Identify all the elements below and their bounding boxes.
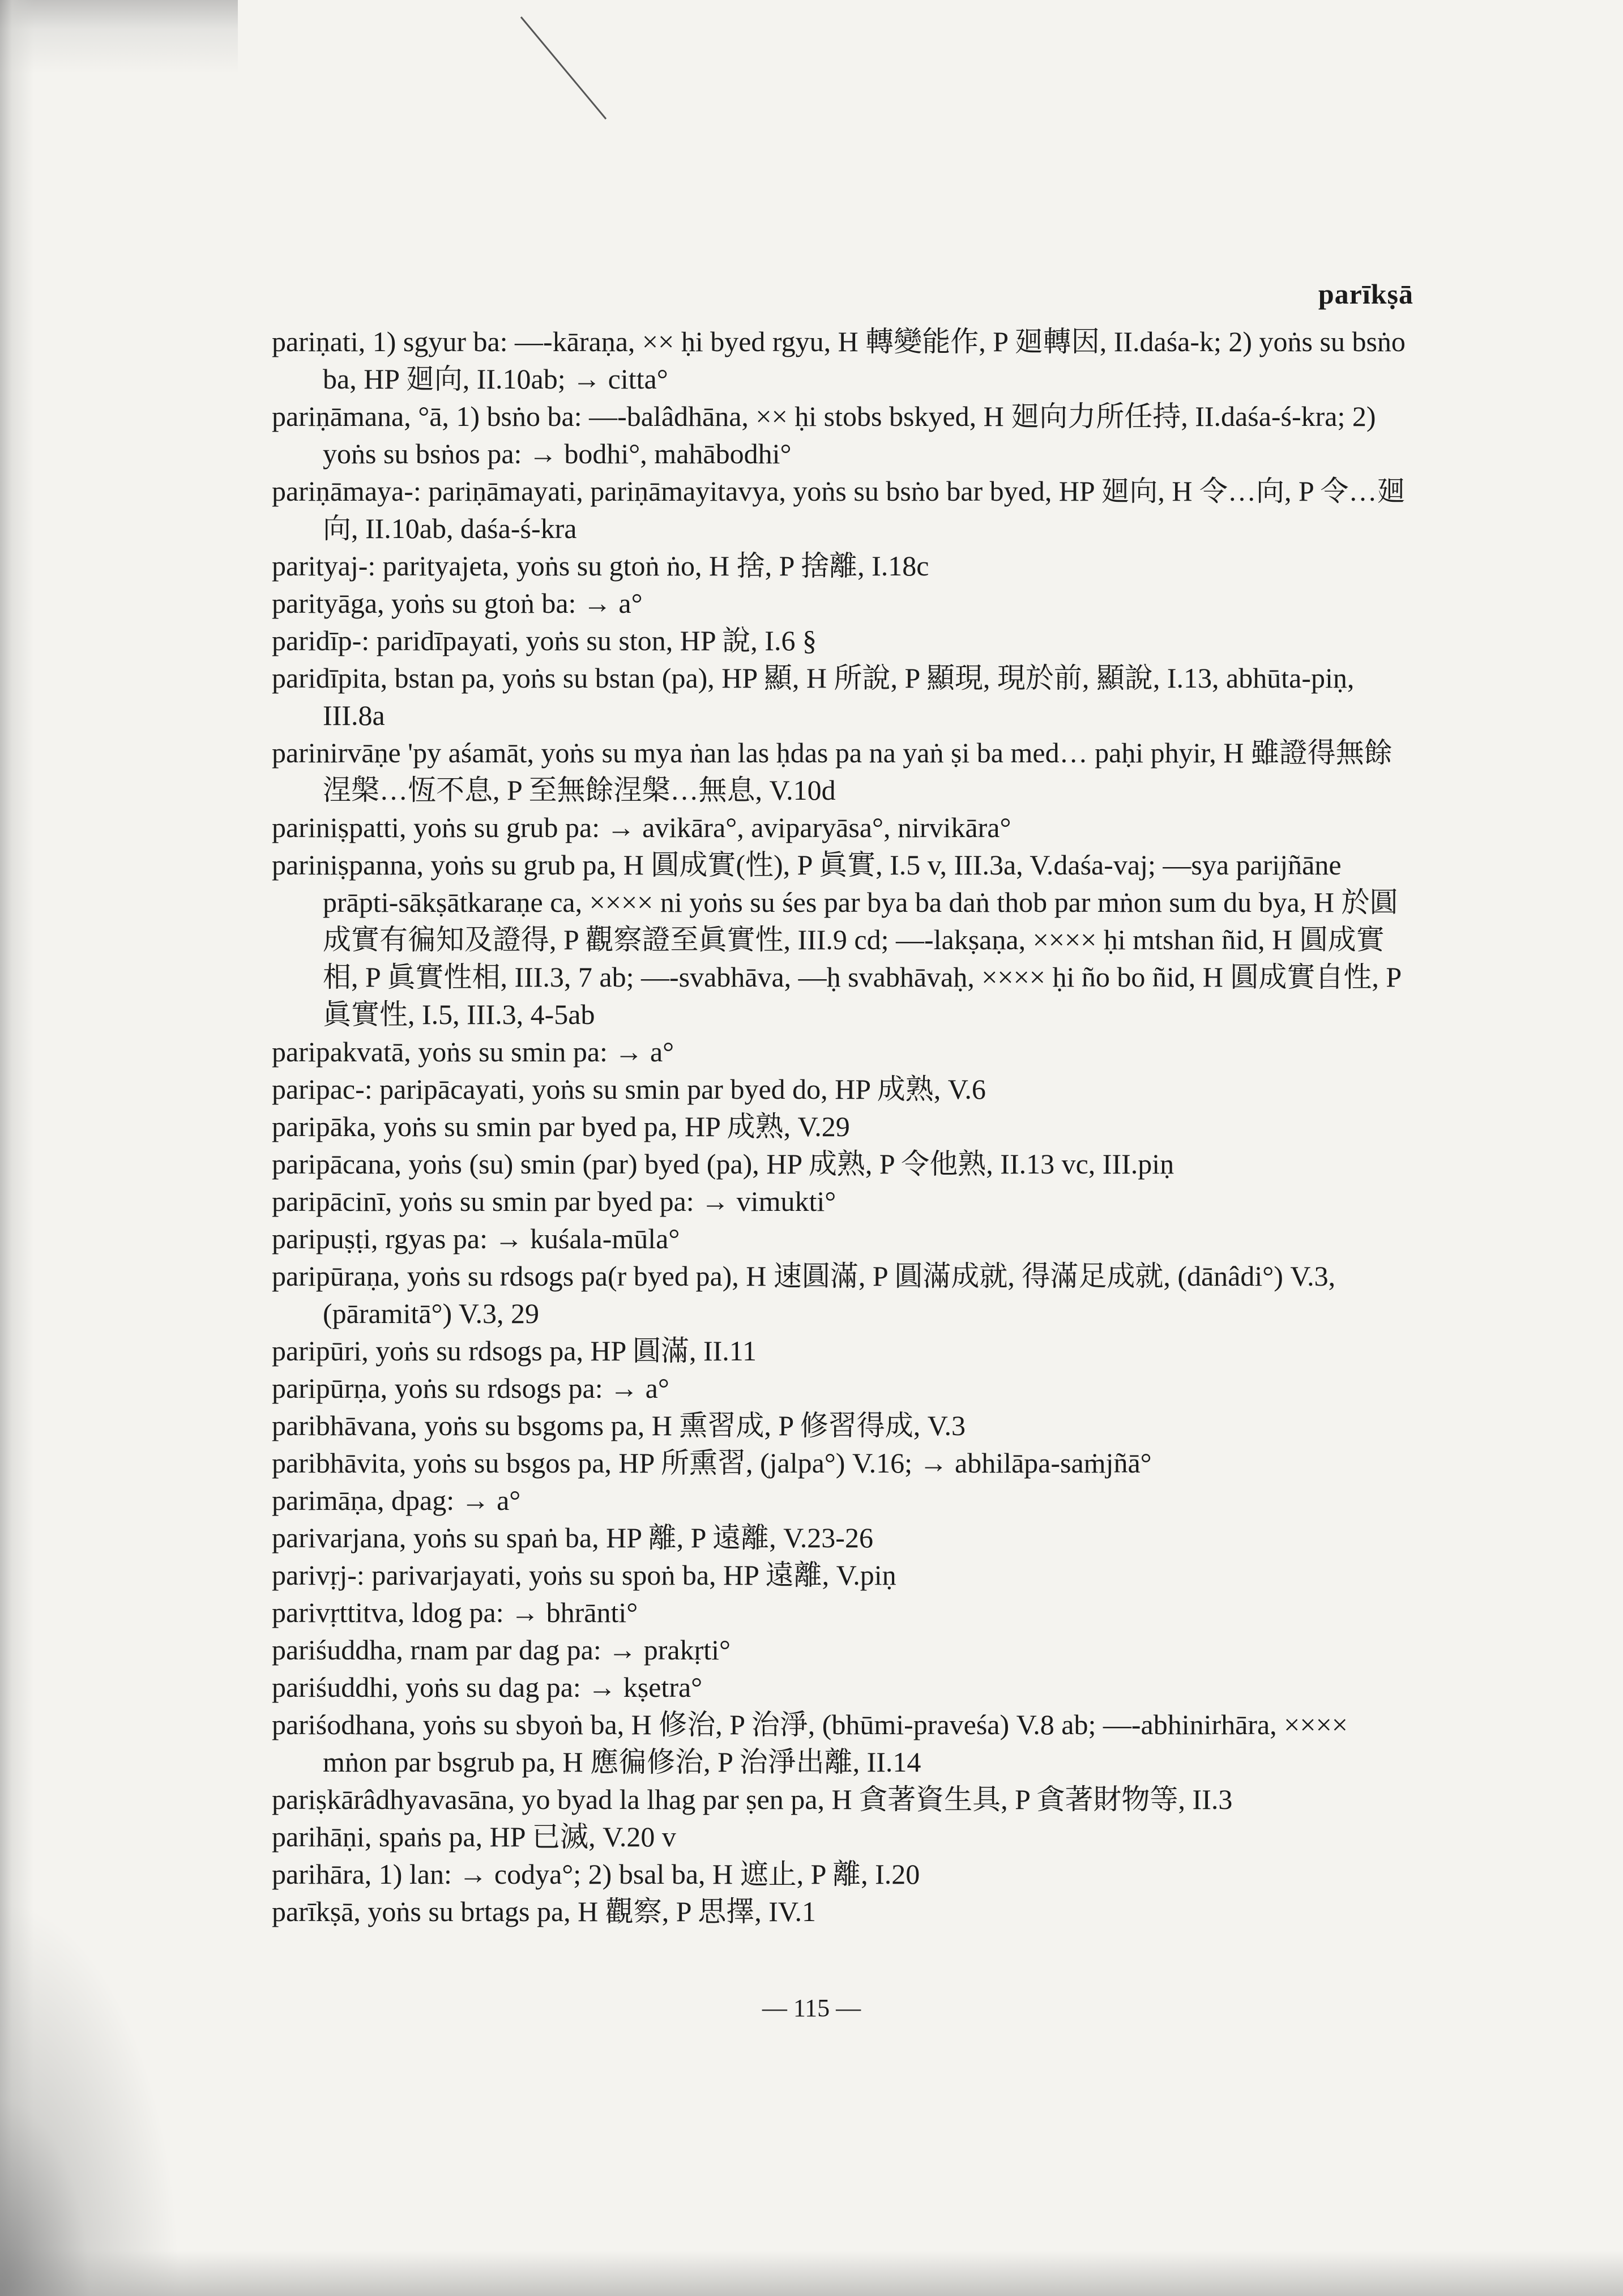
entry-paripurna: paripūrṇa, yoṅs su rdsogs pa: → a° — [272, 1372, 669, 1404]
entry-pariskaradhyavasana: pariṣkārâdhyavasāna, yo byad la lhag par ṣen pa, H 貪著資生具, P 貪著財物等, II.3 — [272, 1783, 1233, 1815]
entry-parinamaya: pariṇāmaya-: pariṇāmayati, pariṇāmayitavya, yoṅs su bsṅo bar byed, HP 廻向, H 令…向, P 令…廻向, II.10ab, daśa-ś-kra — [272, 475, 1406, 544]
entry-parisodhana: pariśodhana, yoṅs su sbyoṅ ba, H 修治, P 治淨, (bhūmi-praveśa) V.8 ab; —-abhinirhāra, ×××× mṅon par bsgrub pa, H 應徧修治, P 治淨出離, II.14 — [272, 1709, 1348, 1778]
entry-parinati: pariṇati, 1) sgyur ba: —-kāraṇa, ×× ḥi byed rgyu, H 轉變能作, P 廻轉因, II.daśa-k; 2) yoṅs su bsṅo ba, HP 廻向, II.10ab; → citta° — [272, 326, 1406, 395]
entry-paribhavita: paribhāvita, yoṅs su bsgos pa, HP 所熏習, (jalpa°) V.16; → abhilāpa-saṁjñā° — [272, 1447, 1152, 1479]
entry-parinispanna: pariniṣpanna, yoṅs su grub pa, H 圓成實(性), P 眞實, I.5 v, III.3a, V.daśa-vaj; —sya parijñāne prāpti-sākṣātkaraṇe ca, ×××× ni yoṅs su śes par bya ba daṅ thob par mṅon sum du bya, H 於圓成實有徧知及證得, P 觀察證至眞實性, III.9 cd; —-lakṣaṇa, ×××× ḥi mtshan ñid, H 圓成實相, P 眞實性相, III.3, 7 ab; —-svabhāva, —ḥ svabhāvaḥ, ×××× ḥi ño bo ñid, H 圓成實自性, P 眞實性, I.5, III.3, 4-5ab — [272, 849, 1401, 1030]
glossary-entries — [272, 323, 1416, 1930]
entry-parivarjana: parivarjana, yoṅs su spaṅ ba, HP 離, P 遠離, V.23-26 — [272, 1522, 873, 1554]
entry-paripaka: paripāka, yoṅs su smin par byed pa, HP 成熟, V.29 — [272, 1111, 850, 1142]
entry-parivrttitva: parivṛttitva, ldog pa: → bhrānti° — [272, 1597, 638, 1628]
entry-paripakvata: paripakvatā, yoṅs su smin pa: → a° — [272, 1036, 674, 1068]
entry-parityaj: parityaj-: parityajeta, yoṅs su gtoṅ ṅo, H 捨, P 捨離, I.18c — [272, 550, 929, 582]
entry-parinamana: pariṇāmana, °ā, 1) bsṅo ba: —-balâdhāna, ×× ḥi stobs bskyed, H 廻向力所任持, II.daśa-ś-kra; 2) yoṅs su bsṅos pa: → bodhi°, mahābodhi° — [272, 400, 1376, 470]
entry-pariksa: parīkṣā, yoṅs su brtags pa, H 觀察, P 思擇, IV.1 — [272, 1896, 817, 1927]
page-crease-line — [510, 11, 657, 125]
entry-paribhavana: paribhāvana, yoṅs su bsgoms pa, H 熏習成, P 修習得成, V.3 — [272, 1410, 966, 1441]
scan-shadow-corner — [0, 1900, 181, 2296]
entry-paridip: paridīp-: paridīpayati, yoṅs su ston, HP 說, I.6 § — [272, 625, 817, 656]
entry-paripacini: paripācinī, yoṅs su smin par byed pa: → vimukti° — [272, 1185, 836, 1217]
entry-paripusti: paripuṣṭi, rgyas pa: → kuśala-mūla° — [272, 1223, 680, 1254]
entry-parityaga: parityāga, yoṅs su gtoṅ ba: → a° — [272, 587, 643, 619]
entry-parisuddhi: pariśuddhi, yoṅs su dag pa: → kṣetra° — [272, 1671, 703, 1703]
entry-parihani: parihāṇi, spaṅs pa, HP 已滅, V.20 v — [272, 1821, 676, 1853]
entry-parihara: parihāra, 1) lan: → codya°; 2) bsal ba, H 遮止, P 離, I.20 — [272, 1858, 920, 1890]
entry-parisuddha: pariśuddha, rnam par dag pa: → prakṛti° — [272, 1634, 731, 1666]
entry-parinispatti: pariniṣpatti, yoṅs su grub pa: → avikāra°, aviparyāsa°, nirvikāra° — [272, 812, 1011, 843]
running-head: parīkṣā — [1318, 278, 1413, 310]
page-number: — 115 — — [762, 1994, 861, 2022]
entry-paridipita: paridīpita, bstan pa, yoṅs su bstan (pa), HP 顯, H 所說, P 顯現, 現於前, 顯說, I.13, abhūta-piṇ, III.8a — [272, 662, 1355, 731]
entry-paripac: paripac-: paripācayati, yoṅs su smin par byed do, HP 成熟, V.6 — [272, 1073, 986, 1105]
entry-paripuri: paripūri, yoṅs su rdsogs pa, HP 圓滿, II.11 — [272, 1335, 757, 1367]
scan-shadow-top — [0, 0, 238, 74]
entry-paripacana: paripācana, yoṅs (su) smin (par) byed (pa), HP 成熟, P 令他熟, II.13 vc, III.piṇ — [272, 1148, 1174, 1180]
entry-parimana: parimāṇa, dpag: → a° — [272, 1484, 521, 1516]
entry-parinirvane: parinirvāṇe 'py aśamāt, yoṅs su mya ṅan las ḥdas pa na yaṅ ṣi ba med… paḥi phyir, H 雖證得無餘涅槃…恆不息, P 至無餘涅槃…無息, V.10d — [272, 737, 1393, 806]
scan-shadow-bottom — [0, 2251, 1623, 2296]
entry-paripurana: paripūraṇa, yoṅs su rdsogs pa(r byed pa), H 速圓滿, P 圓滿成就, 得滿足成就, (dānâdi°) V.3, (pāramitā°) V.3, 29 — [272, 1260, 1336, 1329]
entry-parivrj: parivṛj-: parivarjayati, yoṅs su spoṅ ba, HP 遠離, V.piṇ — [272, 1559, 896, 1591]
